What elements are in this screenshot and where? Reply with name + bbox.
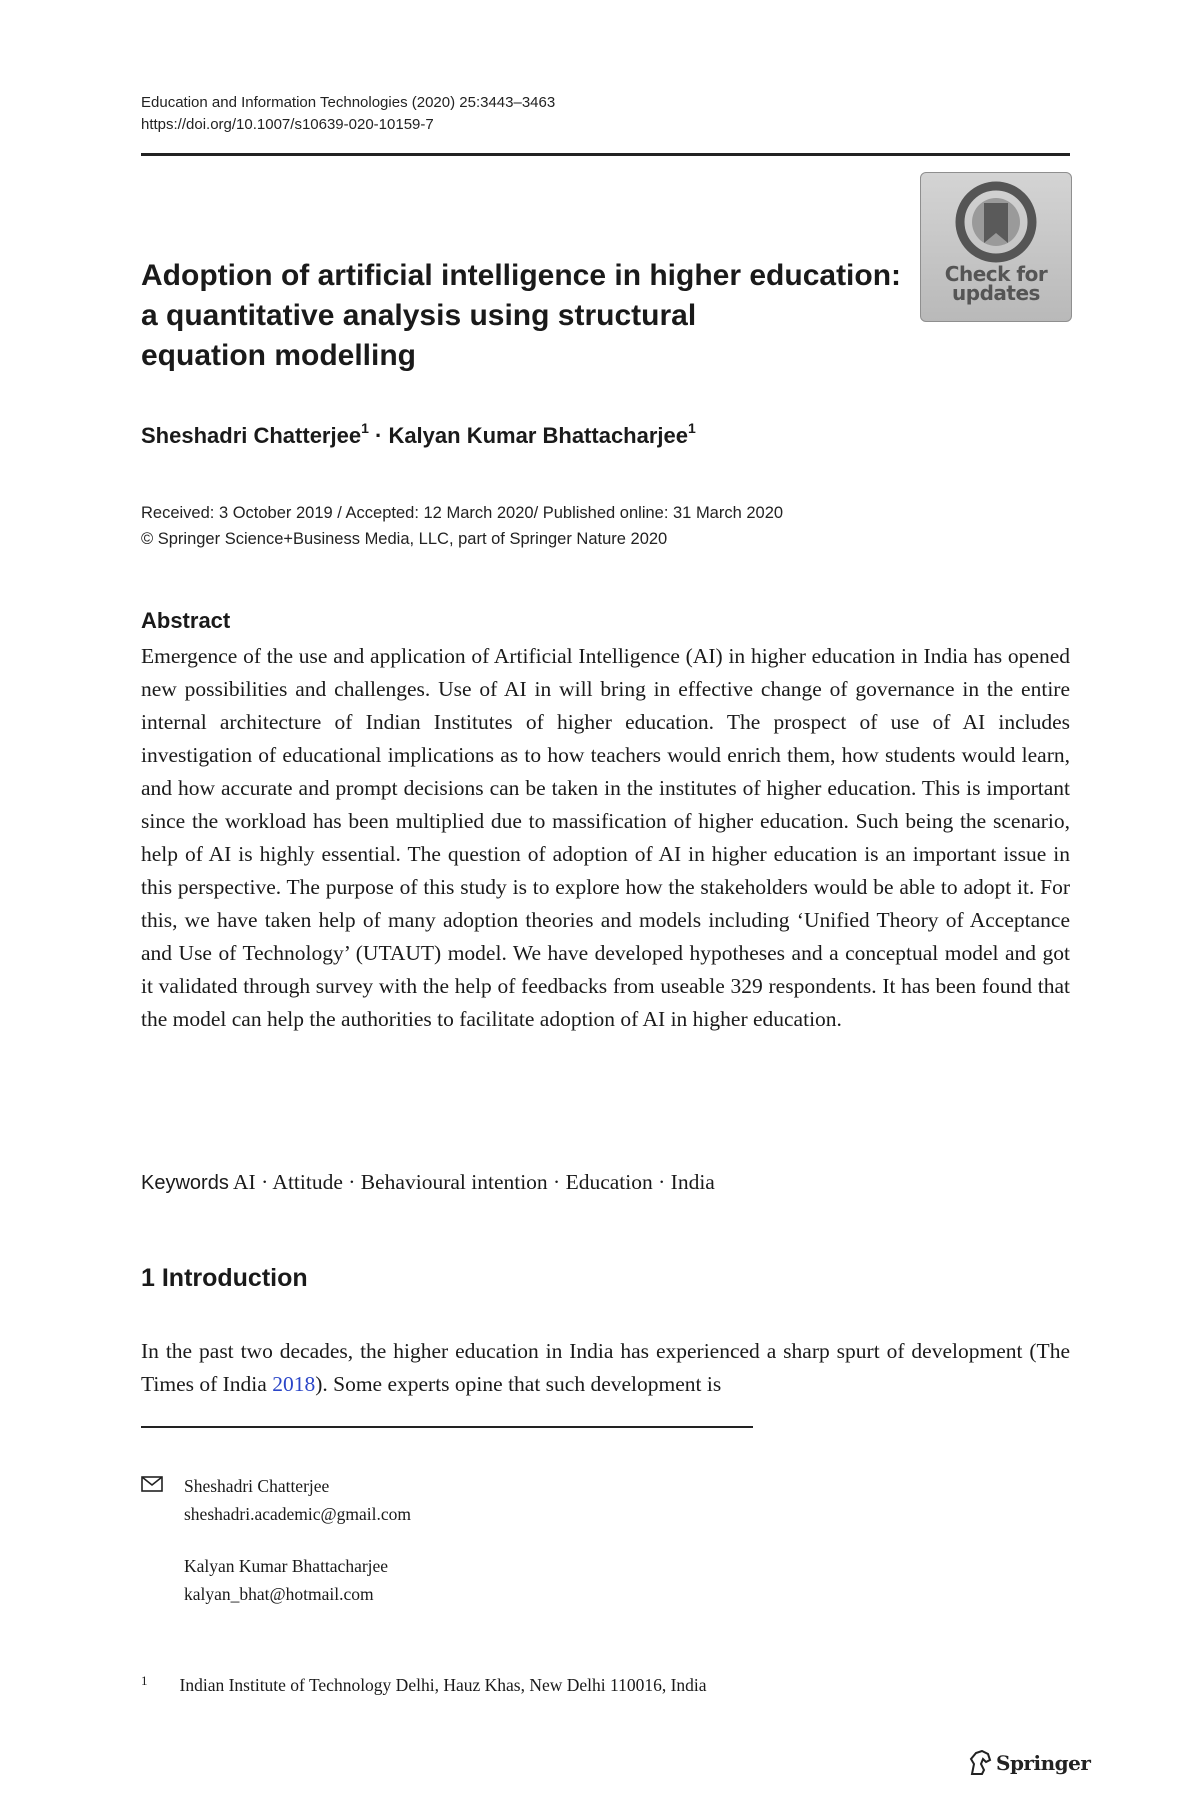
journal-citation: Education and Information Technologies (2020) 25:3443–3463	[141, 94, 556, 111]
title-line-3: equation modelling	[141, 339, 416, 372]
crossmark-label-1: Check for	[944, 262, 1048, 286]
copyright-notice: © Springer Science+Business Media, LLC, part of Springer Nature 2020	[141, 530, 668, 548]
abstract-heading: Abstract	[141, 608, 231, 633]
author-name[interactable]: Sheshadri Chatterjee	[141, 423, 362, 448]
contact-name: Sheshadri Chatterjee	[184, 1476, 330, 1496]
author-list	[141, 420, 696, 449]
corresponding-contacts	[141, 1472, 411, 1608]
received-accepted-dates: Received: 3 October 2019 / Accepted: 12 March 2020/ Published online: 31 March 2020	[141, 504, 784, 522]
contact-email[interactable]: kalyan_bhat@hotmail.com	[184, 1584, 374, 1604]
crossmark-label-2: updates	[952, 281, 1040, 305]
citation-link[interactable]: 2018	[272, 1372, 316, 1396]
keywords-values: AI · Attitude · Behavioural intention · Education · India	[233, 1170, 715, 1194]
contact-name: Kalyan Kumar Bhattacharjee	[184, 1556, 389, 1576]
keywords-line	[141, 1170, 715, 1195]
author-separator: ·	[368, 423, 389, 448]
author-name[interactable]: Kalyan Kumar Bhattacharjee	[388, 423, 688, 448]
affiliation-text: Indian Institute of Technology Delhi, Hauz Khas, New Delhi 110016, India	[179, 1675, 707, 1695]
introduction-paragraph	[141, 1335, 1070, 1401]
envelope-icon	[141, 1476, 163, 1492]
author-affiliation-mark: 1	[361, 420, 369, 436]
title-line-1: Adoption of artificial intelligence in higher education:	[141, 259, 902, 292]
abstract-body: Emergence of the use and application of Artificial Intelligence (AI) in higher education in India has opened new possibilities and challenges. Use of AI in will bring in effective change of governance in the entire internal architecture of Indian Institutes of higher education. The prospect of use of AI includes investigation of educational implications as to how teachers would enrich them, how students would learn, and how accurate and prompt decisions can be taken in the institutes of higher education. This is important since the workload has been multiplied due to massification of higher education. Such being the scenario, help of AI is highly essential. The question of adoption of AI in higher education is an important issue in this perspective. The purpose of this study is to explore how the stakeholders would be able to adopt it. For this, we have taken help of many adoption theories and models including ‘Unified Theory of Acceptance and Use of Technology’ (UTAUT) model. We have developed hypotheses and a conceptual model and got it validated through survey with the help of feedbacks from useable 329 respondents. It has been found that the model can help the authorities to facilitate adoption of AI in higher education.	[141, 644, 1070, 1031]
affiliation-number: 1	[141, 1673, 148, 1688]
springer-wordmark: Springer	[996, 1751, 1091, 1775]
intro-text-start: In the past two decades, the higher education in India has experienced a sharp spurt of development (The Times of India	[141, 1339, 1070, 1396]
keywords-label: Keywords	[141, 1172, 229, 1194]
header-rule	[141, 153, 1070, 156]
springer-logo	[968, 1750, 1090, 1776]
contact-email[interactable]: sheshadri.academic@gmail.com	[184, 1504, 412, 1524]
intro-text-end: ). Some experts opine that such development is	[315, 1372, 722, 1396]
section-heading-introduction: 1 Introduction	[141, 1264, 308, 1292]
author-affiliation-mark: 1	[688, 420, 696, 436]
springer-horse-icon	[968, 1750, 992, 1776]
title-line-2: a quantitative analysis using structural	[141, 299, 697, 332]
check-for-updates-badge[interactable]	[920, 172, 1072, 322]
crossmark-icon	[955, 181, 1037, 263]
affiliation-footnote	[141, 1675, 707, 1696]
journal-header	[141, 92, 555, 136]
publication-dates	[141, 500, 783, 552]
doi-link[interactable]: https://doi.org/10.1007/s10639-020-10159-7	[141, 116, 434, 133]
paper-title	[141, 256, 921, 376]
footnote-rule	[141, 1426, 753, 1428]
